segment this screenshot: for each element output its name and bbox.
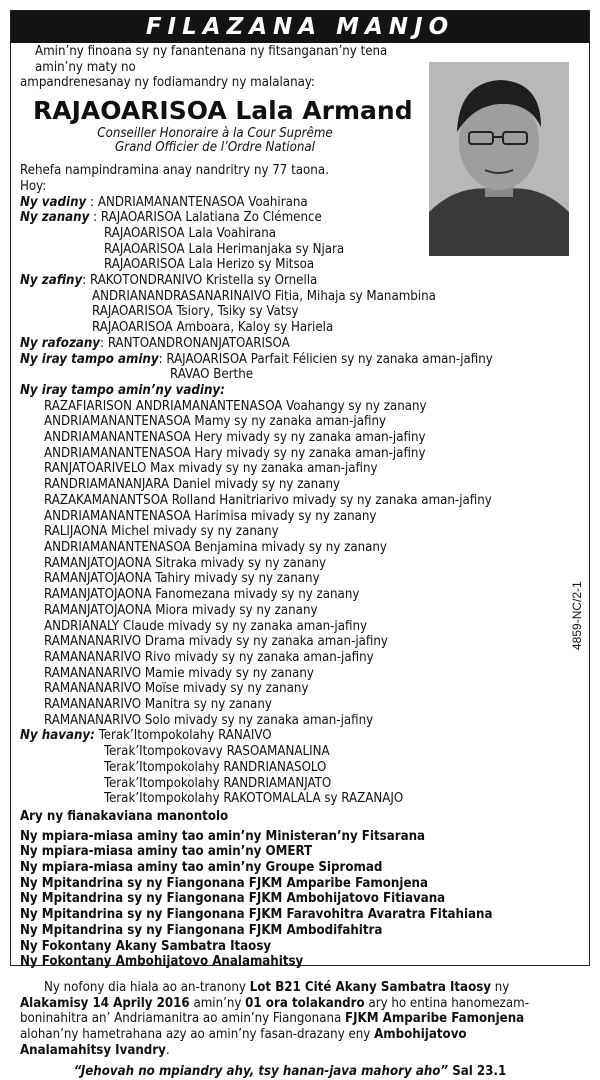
havany-value: Terak’Itompokolahy RANAIVO xyxy=(98,728,272,744)
tampo-aminy-label: Ny iray tampo aminy xyxy=(20,351,159,367)
tampo-vadiny-item: RAMANANARIVO Drama mivady sy ny zanaka aman-jafiny xyxy=(44,634,388,650)
deceased-name: RAJAOARISOA Lala Armand xyxy=(33,96,413,126)
zanany-label: Ny zanany xyxy=(20,210,90,226)
tampo-vadiny-item: RAMANANARIVO Moïse mivady sy ny zanany xyxy=(44,681,309,697)
hoy-line: Hoy: xyxy=(20,178,47,194)
tampo-vadiny-item: RAMANJATOJAONA Sitraka mivady sy ny zanany xyxy=(44,555,327,571)
rafozany-row xyxy=(20,336,585,352)
tampo-vadiny-item: RAZAFIARISON ANDRIAMANANTENASOA Voahangy sy ny zanany xyxy=(44,398,427,414)
tail-line-4 xyxy=(20,1027,585,1043)
tail-line-3 xyxy=(20,1011,585,1027)
tampo-aminy-row xyxy=(20,352,585,368)
tail-text: ny xyxy=(491,979,510,995)
zafiny-value: : RAKOTONDRANIVO Kristella sy Ornella xyxy=(82,273,318,289)
zafiny-row xyxy=(20,273,585,289)
tail-place: Ambohijatovo xyxy=(374,1027,467,1043)
tail-time: 01 ora tolakandro xyxy=(245,995,365,1011)
zanany-row xyxy=(20,210,585,226)
havany-item: Terak’Itompokovavy RASOAMANALINA xyxy=(104,744,330,760)
tail-line-1 xyxy=(20,980,585,996)
tail-text: alohan’ny hametrahana azy ao amin’ny fasan-drazany eny xyxy=(20,1027,375,1043)
age-line: Rehefa nampindramina anay nandritry ny 77 taona. xyxy=(20,163,329,179)
havany-label: Ny havany: xyxy=(20,728,95,744)
havany-row xyxy=(20,728,585,744)
tampo-vadiny-item: ANDRIAMANANTENASOA Hery mivady sy ny zanaka aman-jafiny xyxy=(44,430,426,446)
mpiara-item: Ny mpiara-miasa aminy tao amin’ny Groupe Sipromad xyxy=(20,860,383,876)
havany-item: Terak’Itompokolahy RANDRIANASOLO xyxy=(104,759,327,775)
tail-place-2: Analamahitsy Ivandry xyxy=(20,1042,166,1058)
tampo-vadiny-item: RAMANJATOJAONA Tahiry mivady sy ny zanany xyxy=(44,571,320,587)
tail-address: Lot B21 Cité Akany Sambatra Itaosy xyxy=(249,979,492,995)
quote-text: “Jehovah no mpiandry ahy, tsy hanan-java mahory aho” xyxy=(73,1064,449,1080)
tail-text: amin’ny xyxy=(189,995,246,1011)
deceased-title-2: Grand Officier de l’Ordre National xyxy=(115,140,315,156)
mpiara-item: Ny Mpitandrina sy ny Fiangonana FJKM Ambodifahitra xyxy=(20,922,383,938)
zafiny-item: RAJAOARISOA Tsiory, Tsiky sy Vatsy xyxy=(92,304,299,320)
zanany-item: RAJAOARISOA Lala Herimanjaka sy Njara xyxy=(104,241,345,257)
tampo-vadiny-item: RAMANANARIVO Mamie mivady sy ny zanany xyxy=(44,665,314,681)
intro-text: Amin’ny finoana sy ny fanantenana ny fitsanganan’ny tena amin’ny maty no xyxy=(35,44,388,75)
rafozany-value: : RANTOANDRONANJATOARISOA xyxy=(100,335,290,351)
mpiara-item: Ny Mpitandrina sy ny Fiangonana FJKM Ambohijatovo Fitiavana xyxy=(20,891,446,907)
rafozany-label: Ny rafozany xyxy=(20,335,101,351)
quote-ref: Sal 23.1 xyxy=(448,1064,507,1080)
intro-text-2: ampandrenesanay ny fodiamandry ny malalanay: xyxy=(20,75,315,91)
notice-header: FILAZANA MANJO xyxy=(11,11,589,43)
zafiny-item: ANDRIANANDRASANARINAIVO Fitia, Mihaja sy Manambina xyxy=(92,288,436,304)
zafiny-label: Ny zafiny xyxy=(20,273,83,289)
vadiny-row xyxy=(20,195,585,211)
mpiara-item: Ny Fokontany Akany Sambatra Itaosy xyxy=(20,938,272,954)
tampo-aminy-item: RAVAO Berthe xyxy=(170,367,254,383)
mpiara-item: Ny mpiara-miasa aminy tao amin’ny Ministeran’ny Fitsarana xyxy=(20,828,426,844)
tail-text: Ny nofony dia hiala ao an-tranony xyxy=(44,979,250,995)
tampo-vadiny-label: Ny iray tampo amin’ny vadiny: xyxy=(20,382,225,398)
mpiara-item: Ny Fokontany Ambohijatovo Analamahitsy xyxy=(20,954,304,970)
mpiara-item: Ny Mpitandrina sy ny Fiangonana FJKM Faravohitra Avaratra Fitahiana xyxy=(20,907,493,923)
mpiara-item: Ny mpiara-miasa aminy tao amin’ny OMERT xyxy=(20,844,313,860)
havany-item: Terak’Itompokolahy RANDRIAMANJATO xyxy=(104,775,332,791)
tail-text: boninahitra an’ Andriamanitra ao amin’ny Fiangonana xyxy=(20,1011,346,1027)
tail-church: FJKM Amparibe Famonjena xyxy=(345,1011,525,1027)
zanany-item: RAJAOARISOA Lala Herizo sy Mitsoa xyxy=(104,257,315,273)
closing-quote xyxy=(20,1064,560,1080)
tampo-vadiny-item: RAMANANARIVO Solo mivady sy ny zanaka aman-jafiny xyxy=(44,712,374,728)
tampo-vadiny-item: ANDRIANALY Claude mivady sy ny zanaka aman-jafiny xyxy=(44,618,367,634)
notice-body xyxy=(20,44,585,1080)
havany-item: Terak’Itompokolahy RAKOTOMALALA sy RAZANAJO xyxy=(104,791,404,807)
tampo-vadiny-item: ANDRIAMANANTENASOA Harimisa mivady sy ny zanany xyxy=(44,508,377,524)
tail-date: Alakamisy 14 Aprily 2016 xyxy=(20,995,190,1011)
deceased-title-1: Conseiller Honoraire à la Cour Suprême xyxy=(97,126,333,142)
tampo-vadiny-item: ANDRIAMANANTENASOA Hary mivady sy ny zanaka aman-jafiny xyxy=(44,445,426,461)
tampo-vadiny-item: RAZAKAMANANTSOA Rolland Hanitriarivo mivady sy ny zanaka aman-jafiny xyxy=(44,492,492,508)
tampo-vadiny-item: RANJATOARIVELO Max mivady sy ny zanaka aman-jafiny xyxy=(44,461,378,477)
fianakaviana-line: Ary ny fianakaviana manontolo xyxy=(20,808,229,824)
tampo-vadiny-item: RAMANJATOJAONA Fanomezana mivady sy ny zanany xyxy=(44,587,360,603)
zafiny-item: RAJAOARISOA Amboara, Kaloy sy Hariela xyxy=(92,320,334,336)
vadiny-value: : ANDRIAMANANTENASOA Voahirana xyxy=(90,194,308,210)
tail-text: . xyxy=(165,1042,170,1058)
tampo-vadiny-item: RAMANANARIVO Rivo mivady sy ny zanaka aman-jafiny xyxy=(44,649,374,665)
tampo-vadiny-item: RANDRIAMANANJARA Daniel mivady sy ny zanany xyxy=(44,477,341,493)
tampo-vadiny-item: RAMANJATOJAONA Miora mivady sy ny zanany xyxy=(44,602,318,618)
reference-code: 4859-NC/2-1 xyxy=(570,581,584,650)
tampo-aminy-value: : RAJAOARISOA Parfait Félicien sy ny zanaka aman-jafiny xyxy=(158,351,493,367)
zanany-value: : RAJAOARISOA Lalatiana Zo Clémence xyxy=(93,210,322,226)
tampo-vadiny-item: RALIJAONA Michel mivady sy ny zanany xyxy=(44,524,279,540)
tail-line-5 xyxy=(20,1043,585,1059)
tail-line-2 xyxy=(20,996,585,1012)
tampo-vadiny-item: ANDRIAMANANTENASOA Mamy sy ny zanaka aman-jafiny xyxy=(44,414,387,430)
mpiara-item: Ny Mpitandrina sy ny Fiangonana FJKM Amparibe Famonjena xyxy=(20,875,428,891)
tail-text: ary ho entina hanomezam- xyxy=(364,995,530,1011)
zanany-item: RAJAOARISOA Lala Voahirana xyxy=(104,225,277,241)
tampo-vadiny-item: ANDRIAMANANTENASOA Benjamina mivady sy ny zanany xyxy=(44,539,387,555)
vadiny-label: Ny vadiny xyxy=(20,194,87,210)
tampo-vadiny-item: RAMANANARIVO Manitra sy ny zanany xyxy=(44,697,272,713)
